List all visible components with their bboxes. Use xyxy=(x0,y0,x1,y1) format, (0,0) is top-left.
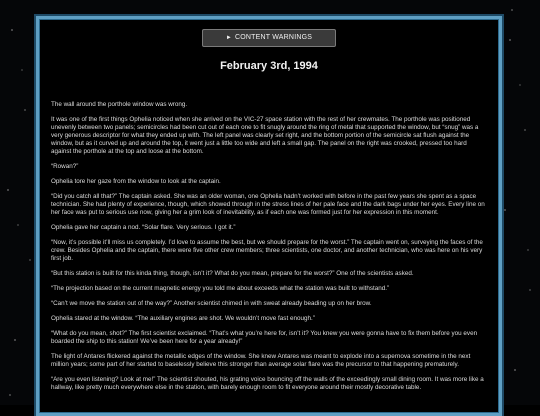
story-paragraph: The light of Antares flickered against the metallic edges of the window. She knew Antares was meant to explode into a supernova sometime in the next million years; some part of her started to baselessly believe this stronger than average solar flare was the precursor to that happening prematurely. xyxy=(51,353,471,368)
page-content xyxy=(51,29,487,413)
story-paragraph: “Did you catch all that?” The captain asked. She was an older woman, one Ophelia hadn’t worked with before in the past few years she spent as a space technician. She had plenty of experience, though, which showed through in the stress lines of her pale face and the dark bags under her eyes. Every line on her face was put to serious use now, giving her a grim look of inevitability, as if each one was formed just for her expression in this moment. xyxy=(51,193,485,216)
story-paragraph: “But this station is built for this kinda thing, though, isn’t it? What do you mean, prepare for the worst?” One of the scientists asked. xyxy=(51,270,414,277)
triangle-right-icon: ► xyxy=(225,35,233,41)
story-paragraph: “What do you mean, shot?” The first scientist exclaimed. “That’s what you’re here for, isn’t it? You knew you were gonna have to fix them before you even boarded the ship to this station! We’ve been here for a year already!” xyxy=(51,330,478,345)
story-paragraph: Ophelia stared at the window. “The auxiliary engines are shot. We wouldn’t move fast enough.” xyxy=(51,315,315,322)
story-body xyxy=(51,101,487,392)
content-warnings-button[interactable] xyxy=(202,29,336,47)
story-paragraph: “Rowan?” xyxy=(51,163,79,170)
post-date-title: February 3rd, 1994 xyxy=(220,60,318,72)
content-frame xyxy=(36,16,502,416)
story-paragraph: Ophelia gave her captain a nod. “Solar flare. Very serious. I got it.” xyxy=(51,224,236,231)
story-paragraph: “Can’t we move the station out of the way?” Another scientist chimed in with sweat already beading up on her brow. xyxy=(51,300,372,307)
content-warnings-label: CONTENT WARNINGS xyxy=(235,34,313,41)
story-paragraph: Ophelia tore her gaze from the window to look at the captain. xyxy=(51,178,221,185)
story-paragraph: “Now, it’s possible it’ll miss us completely. I’d love to assume the best, but we should prepare for the worst.” The captain went on, surveying the faces of the crew. Besides Ophelia and the captain, there were five other crew members; three scientists, one doctor, and another technician, who was here on his very first job. xyxy=(51,239,483,262)
story-paragraph: “The projection based on the current magnetic energy you told me about exceeds what the station was built to withstand.” xyxy=(51,285,390,292)
story-paragraph: “Are you even listening? Look at me!” The scientist shouted, his grating voice bouncing off the walls of the exceedingly small dining room. It was more like a hallway, like pretty much everywhere else in the station, with barely enough room to fit everyone around their mostly decorative table. xyxy=(51,376,484,391)
story-paragraph: It was one of the first things Ophelia noticed when she arrived on the VIC-27 space station with the rest of her crewmates. The porthole was positioned unevenly between two panels; semicircles had been cut out of each one to fit snugly around the ring of metal that supported the window, but “snug” was a very generous descriptor for what they ended up with. The left panel was clearly set right, and the bottom portion of the semicircle sat flush against the window, but as it curved up and around the top, it went just a little too wide and left a small gap. The panel on the right was crooked, pressed too hard against the porthole at the top and loose at the bottom. xyxy=(51,116,479,155)
story-paragraph: The wall around the porthole window was wrong. xyxy=(51,101,188,108)
